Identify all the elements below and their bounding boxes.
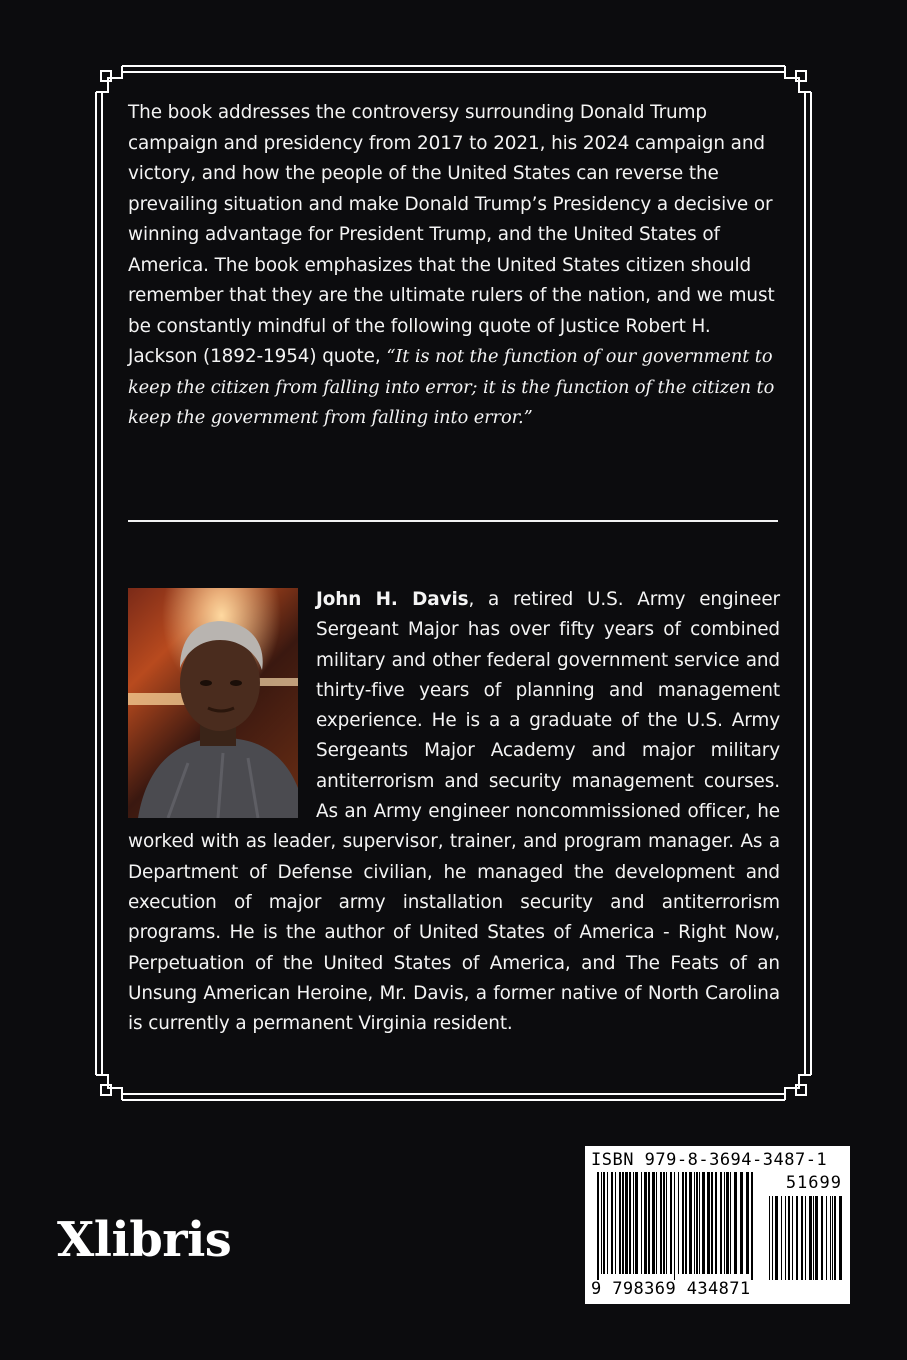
ean-digits: 9 798369 434871: [591, 1279, 751, 1299]
author-name: John H. Davis: [316, 589, 469, 610]
isbn-barcode: [585, 1146, 850, 1304]
description-text: The book addresses the controversy surrounding Donald Trump campaign and presidency from 2017 to 2021, his 2024 campaign and victory, and how the people of the United States can reverse the prevailing situation and make Donald Trump’s Presidency a decisive or winning advantage for President Trump, and the United States of America. The book emphasizes that the United States citizen should remember that they are the ultimate rulers of the nation, and we must be constantly mindful of the following quote of Justice Robert H. Jackson (1892-1954) quote,: [128, 102, 775, 367]
jackson-quote: “It is not the function of our government to keep the citizen from falling into error; it is the function of the citizen to keep the government from falling into error.”: [128, 346, 775, 428]
author-bio: [128, 585, 780, 1039]
publisher-logo: Xlibris: [57, 1212, 232, 1268]
bio-text: , a retired U.S. Army engineer Sergeant Major has over fifty years of combined military and other federal government service and thirty-five years of planning and management experience. He is a a graduate of the U.S. Army Sergeants Major Academy and major military antiterrorism and security management courses. As an Army engineer noncommissioned officer, he worked with as leader, supervisor, trainer, and program manager. As a Department of Defense civilian, he managed the development and execution of major army installation security and antiterrorism programs. He is the author of United States of America - Right Now, Perpetuation of the United States of America, and The Feats of an Unsung American Heroine, Mr. Davis, a former native of North Carolina is currently a permanent Virginia resident.: [128, 589, 780, 1035]
book-description: [128, 98, 780, 434]
section-divider: [128, 520, 778, 522]
price-code: 51699: [785, 1173, 842, 1193]
isbn-label: ISBN 979-8-3694-3487-1: [591, 1150, 828, 1170]
